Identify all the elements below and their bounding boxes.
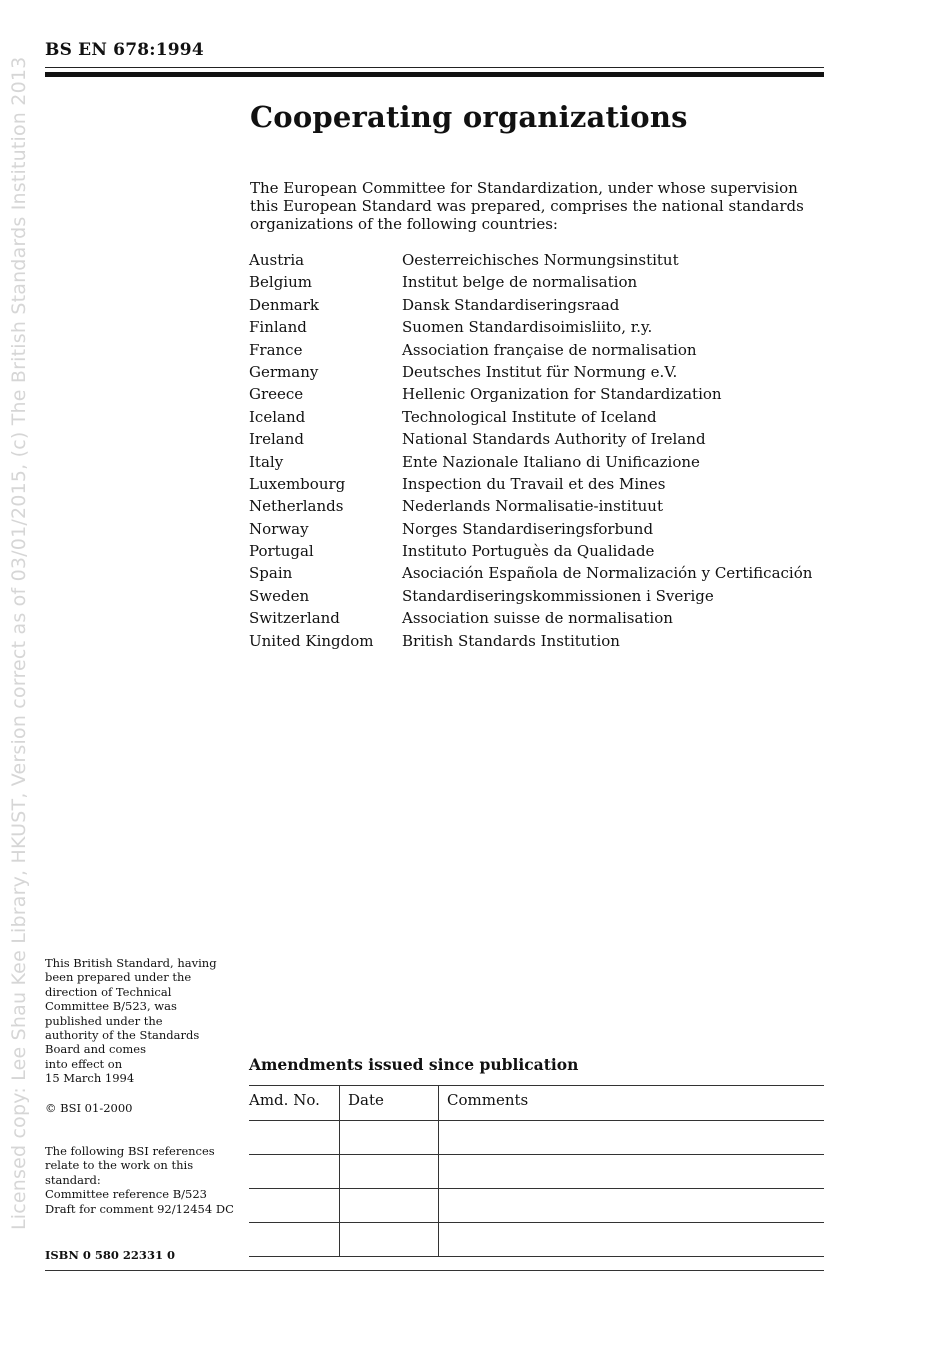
organization-name: Hellenic Organization for Standardization: [402, 385, 722, 404]
organization-row: [249, 586, 829, 608]
amendment-cell: [340, 1155, 439, 1189]
publication-note: [45, 956, 245, 1086]
amendment-row: [249, 1155, 824, 1189]
organization-row: [249, 631, 829, 653]
amendment-row: [249, 1223, 824, 1257]
organization-name: Dansk Standardiseringsraad: [402, 295, 620, 314]
organization-country: Greece: [249, 385, 304, 404]
organization-country: France: [249, 340, 303, 359]
organization-name: Oesterreichisches Normungsinstitut: [402, 251, 679, 269]
copyright-note: © BSI 01-2000: [45, 1101, 133, 1115]
license-watermark: Licensed copy: Lee Shau Kee Library, HKUST, Version correct as of 03/01/2015, (c) The British Standards Institution 2013: [8, 56, 30, 1230]
organization-name: Association suisse de normalisation: [402, 609, 673, 628]
amendments-table: [249, 1085, 824, 1257]
organization-name: Deutsches Institut für Normung e.V.: [402, 362, 678, 381]
organization-name: Institut belge de normalisation: [402, 273, 638, 292]
organization-row: [249, 541, 829, 563]
publication-note-line: This British Standard, having: [45, 956, 217, 970]
amendment-cell: [249, 1223, 340, 1257]
document-id: BS EN 678:1994: [45, 40, 204, 60]
amendment-row: [249, 1121, 824, 1155]
intro-paragraph: The European Committee for Standardization, under whose supervision this European Standard was prepared, comprises the national standards organizations of the following countries:: [250, 179, 804, 233]
amendment-cell: [249, 1189, 340, 1223]
amendment-cell: [439, 1155, 825, 1189]
organization-name: Standardiseringskommissionen i Sverige: [402, 586, 714, 605]
organization-row: [249, 295, 829, 317]
organization-row: [249, 407, 829, 429]
organization-name: Inspection du Travail et des Mines: [402, 474, 666, 493]
organization-row: [249, 563, 829, 585]
organization-row: [249, 362, 829, 384]
organization-row: [249, 272, 829, 294]
header-rule-thick: [45, 72, 824, 77]
amendment-cell: [340, 1121, 439, 1155]
organization-country: Netherlands: [249, 497, 344, 516]
organization-row: [249, 496, 829, 518]
organization-country: Luxembourg: [249, 474, 346, 493]
organization-name: Asociación Española de Normalización y Certificación: [402, 564, 813, 583]
organization-name: National Standards Authority of Ireland: [402, 430, 706, 449]
organization-country: Belgium: [249, 273, 312, 292]
references-note-line: standard:: [45, 1172, 101, 1187]
organization-name: Association française de normalisation: [402, 340, 697, 359]
amendment-cell: [249, 1121, 340, 1155]
organization-row: [249, 384, 829, 406]
organization-country: Switzerland: [249, 609, 340, 628]
organization-country: Sweden: [249, 586, 310, 605]
organization-country: Finland: [249, 318, 307, 337]
organization-country: Iceland: [249, 407, 306, 426]
organization-country: United Kingdom: [249, 631, 374, 650]
amendment-cell: [439, 1223, 825, 1257]
publication-note-line: authority of the Standards: [45, 1028, 200, 1043]
references-note: [45, 1144, 250, 1216]
references-note-line: The following BSI references: [45, 1144, 215, 1158]
organization-name: Suomen Standardisoimisliito, r.y.: [402, 318, 653, 337]
organization-country: Germany: [249, 362, 319, 381]
footer-rule: [45, 1270, 824, 1271]
references-note-line: relate to the work on this: [45, 1158, 194, 1173]
amendment-cell: [439, 1121, 825, 1155]
organization-country: Spain: [249, 564, 293, 583]
organization-row: [249, 429, 829, 451]
organization-country: Portugal: [249, 542, 314, 561]
organization-country: Ireland: [249, 430, 304, 449]
organization-row: [249, 250, 829, 272]
publication-note-line: Board and comes: [45, 1042, 147, 1057]
organization-row: [249, 608, 829, 630]
header-rule-thin: [45, 67, 824, 68]
column-header-amd-no: Amd. No.: [249, 1086, 340, 1121]
column-header-comments: Comments: [439, 1086, 825, 1121]
publication-note-line: been prepared under the: [45, 970, 192, 985]
publication-note-line: 15 March 1994: [45, 1071, 135, 1086]
organization-name: Nederlands Normalisatie-instituut: [402, 497, 663, 516]
organization-row: [249, 519, 829, 541]
amendment-row: [249, 1189, 824, 1223]
organization-country: Denmark: [249, 295, 319, 314]
organization-country: Austria: [249, 251, 305, 269]
organization-row: [249, 317, 829, 339]
publication-note-line: direction of Technical: [45, 984, 172, 999]
isbn: ISBN 0 580 22331 0: [45, 1248, 175, 1262]
organization-name: Norges Standardiseringsforbund: [402, 519, 654, 538]
organization-name: Ente Nazionale Italiano di Unificazione: [402, 452, 700, 471]
references-note-line: Draft for comment 92/12454 DC: [45, 1201, 234, 1216]
organization-name: Instituto Portuguès da Qualidade: [402, 542, 655, 561]
publication-note-line: into effect on: [45, 1056, 123, 1071]
amendments-heading: Amendments issued since publication: [249, 1055, 579, 1074]
references-note-line: Committee reference B/523: [45, 1187, 207, 1202]
amendments-header-row: [249, 1086, 824, 1121]
organization-row: [249, 474, 829, 496]
amendment-cell: [340, 1223, 439, 1257]
organization-row: [249, 452, 829, 474]
organization-list: [249, 250, 829, 653]
organization-country: Norway: [249, 519, 309, 538]
organization-row: [249, 340, 829, 362]
amendment-cell: [340, 1189, 439, 1223]
page-title: Cooperating organizations: [250, 100, 688, 134]
organization-name: Technological Institute of Iceland: [402, 407, 657, 426]
column-header-date: Date: [340, 1086, 439, 1121]
amendment-cell: [249, 1155, 340, 1189]
publication-note-line: Committee B/523, was: [45, 999, 177, 1014]
organization-name: British Standards Institution: [402, 631, 620, 650]
amendment-cell: [439, 1189, 825, 1223]
publication-note-line: published under the: [45, 1013, 163, 1028]
organization-country: Italy: [249, 452, 284, 471]
